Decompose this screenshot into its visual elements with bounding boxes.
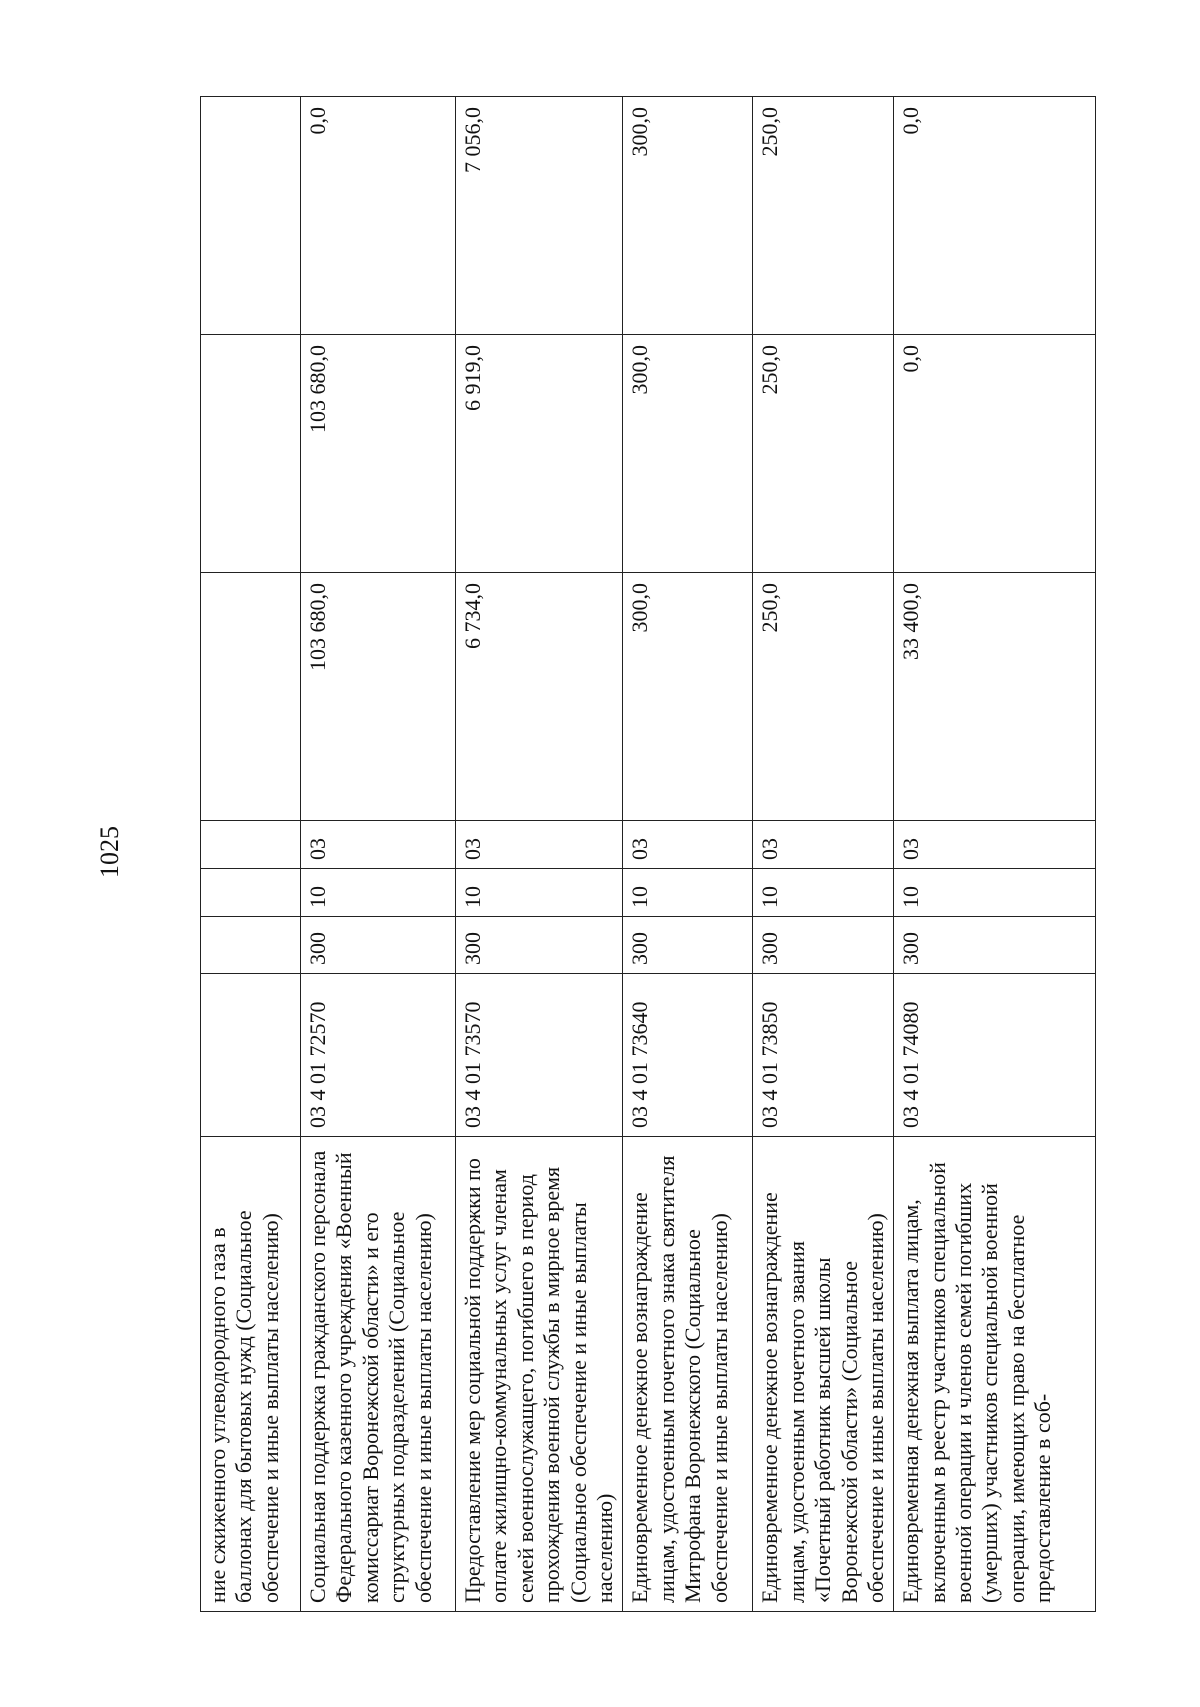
amount-year-3: 300,0 — [623, 97, 753, 335]
amount-year-1 — [201, 573, 301, 821]
section-code: 10 — [301, 869, 456, 917]
amount-year-2: 300,0 — [623, 335, 753, 573]
subsection-code — [201, 821, 301, 869]
expense-type-code: 300 — [753, 917, 894, 974]
row-name: Единовременное денежное вознаграждение лицам, удостоенным почетного звания «Почетный работник высшей школы Воронежской области» (Социальное обеспечение и иные выплаты населению) — [753, 1137, 894, 1612]
table-row — [753, 97, 894, 1612]
amount-year-1: 33 400,0 — [894, 573, 1096, 821]
target-article-code — [201, 974, 301, 1137]
amount-year-2: 0,0 — [894, 335, 1096, 573]
table-row — [201, 97, 301, 1612]
target-article-code: 03 4 01 73850 — [753, 974, 894, 1137]
subsection-code: 03 — [301, 821, 456, 869]
row-name: Предоставление мер социальной поддержки по оплате жилищно-коммунальных услуг членам семей военнослужащего, погибшего в период прохождения военной службы в мирное время (Социальное обеспечение и иные выплаты населению) — [456, 1137, 623, 1612]
row-name: ние сжиженного углеводородного газа в баллонах для бытовых нужд (Социальное обеспечение и иные выплаты населению) — [201, 1137, 301, 1612]
amount-year-3: 250,0 — [753, 97, 894, 335]
expense-type-code: 300 — [623, 917, 753, 974]
target-article-code: 03 4 01 73570 — [456, 974, 623, 1137]
amount-year-2: 6 919,0 — [456, 335, 623, 573]
expense-type-code: 300 — [301, 917, 456, 974]
row-name: Единовременная денежная выплата лицам, включенным в реестр участников специальной военной операции и членов семей погибших (умерших) участников специальной военной операции, имеющих право на бесплатное предоставление в соб- — [894, 1137, 1096, 1612]
expense-type-code: 300 — [894, 917, 1096, 974]
amount-year-1: 300,0 — [623, 573, 753, 821]
section-code: 10 — [894, 869, 1096, 917]
budget-table — [200, 96, 1096, 1612]
table-row — [623, 97, 753, 1612]
section-code: 10 — [753, 869, 894, 917]
amount-year-2: 250,0 — [753, 335, 894, 573]
table-row — [894, 97, 1096, 1612]
row-name: Социальная поддержка гражданского персонала Федерального казенного учреждения «Военный комиссариат Воронежской области» и его структурных подразделений (Социальное обеспечение и иные выплаты населению) — [301, 1137, 456, 1612]
target-article-code: 03 4 01 72570 — [301, 974, 456, 1137]
amount-year-1: 103 680,0 — [301, 573, 456, 821]
amount-year-3: 0,0 — [301, 97, 456, 335]
expense-type-code: 300 — [456, 917, 623, 974]
subsection-code: 03 — [894, 821, 1096, 869]
amount-year-2 — [201, 335, 301, 573]
amount-year-3: 7 056,0 — [456, 97, 623, 335]
page-number: 1025 — [95, 826, 124, 878]
amount-year-3 — [201, 97, 301, 335]
section-code — [201, 869, 301, 917]
subsection-code: 03 — [753, 821, 894, 869]
subsection-code: 03 — [456, 821, 623, 869]
target-article-code: 03 4 01 74080 — [894, 974, 1096, 1137]
table-row — [301, 97, 456, 1612]
amount-year-1: 6 734,0 — [456, 573, 623, 821]
table-row — [456, 97, 623, 1612]
section-code: 10 — [623, 869, 753, 917]
section-code: 10 — [456, 869, 623, 917]
expense-type-code — [201, 917, 301, 974]
subsection-code: 03 — [623, 821, 753, 869]
row-name: Единовременное денежное вознаграждение лицам, удостоенным почетного знака святителя Митрофана Воронежского (Социальное обеспечение и иные выплаты населению) — [623, 1137, 753, 1612]
rotated-table-container — [200, 97, 1080, 1612]
target-article-code: 03 4 01 73640 — [623, 974, 753, 1137]
amount-year-3: 0,0 — [894, 97, 1096, 335]
amount-year-1: 250,0 — [753, 573, 894, 821]
amount-year-2: 103 680,0 — [301, 335, 456, 573]
